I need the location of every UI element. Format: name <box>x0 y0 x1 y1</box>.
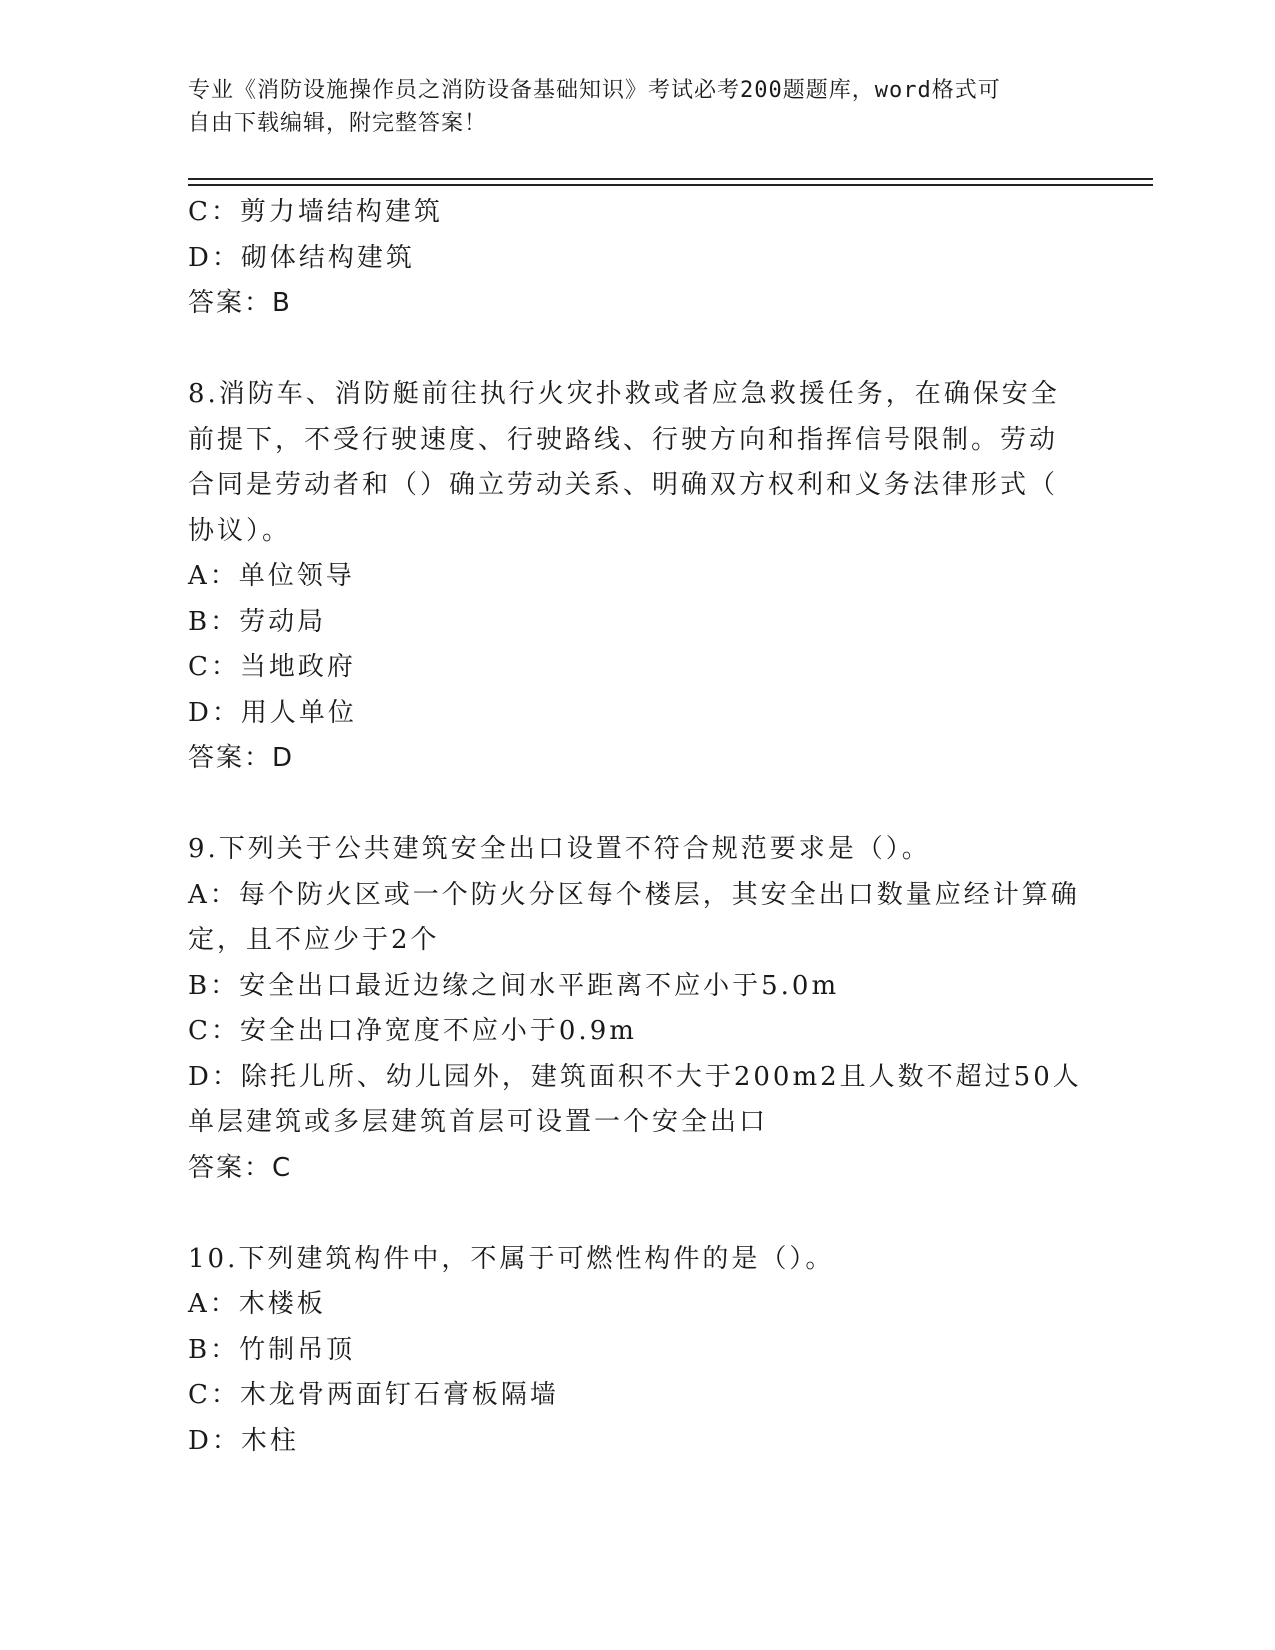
question-7-tail <box>188 190 1088 327</box>
spacer <box>188 782 1088 828</box>
q9-option-c: C：安全出口净宽度不应小于0.9m <box>188 1016 637 1046</box>
q9-option-a-line: A：每个防火区或一个防火分区每个楼层，其安全出口数量应经计算确 <box>188 879 1080 910</box>
q9-option-d-line: 单层建筑或多层建筑首层可设置一个安全出口 <box>188 1107 769 1137</box>
q8-option-c: C：当地政府 <box>188 652 356 682</box>
q8-answer: 答案：D <box>188 743 295 773</box>
q8-stem-line: 合同是劳动者和（）确立劳动关系、明确双方权利和义务法律形式（ <box>188 470 1059 500</box>
q10-stem: 10.下列建筑构件中，不属于可燃性构件的是（）。 <box>188 1243 835 1274</box>
document-header <box>188 74 1068 140</box>
q9-option-a-line: 定，且不应少于2个 <box>188 925 440 955</box>
q9-option-d-line: D：除托儿所、幼儿园外，建筑面积不大于200m2且人数不超过50人 <box>188 1061 1082 1092</box>
q9-answer: 答案：C <box>188 1152 293 1183</box>
question-10 <box>188 1237 1088 1465</box>
q10-option-d: D：木柱 <box>188 1425 299 1456</box>
header-rule-top <box>188 178 1153 180</box>
q7-answer: 答案：B <box>188 288 292 318</box>
header-rule-bottom <box>188 184 1153 186</box>
header-line-2: 自由下载编辑，附完整答案！ <box>188 111 488 136</box>
q8-option-b: B：劳动局 <box>188 606 327 637</box>
q9-option-b: B：安全出口最近边缘之间水平距离不应小于5.0m <box>188 970 840 1001</box>
q7-option-c: C：剪力墙结构建筑 <box>188 197 443 227</box>
q8-stem-line: 8.消防车、消防艇前往执行火灾扑救或者应急救援任务，在确保安全 <box>188 379 1060 409</box>
q8-option-d: D：用人单位 <box>188 697 357 728</box>
question-8 <box>188 372 1088 782</box>
spacer <box>188 327 1088 373</box>
question-9 <box>188 827 1088 1191</box>
q10-option-a: A：木楼板 <box>188 1289 326 1319</box>
question-list <box>188 190 1088 1464</box>
q8-stem-line: 协议）。 <box>188 515 292 546</box>
q8-stem-line: 前提下，不受行驶速度、行驶路线、行驶方向和指挥信号限制。劳动 <box>188 424 1059 455</box>
q10-option-c: C：木龙骨两面钉石膏板隔墙 <box>188 1380 559 1410</box>
q10-option-b: B：竹制吊顶 <box>188 1334 356 1365</box>
spacer <box>188 1191 1088 1237</box>
q8-option-a: A：单位领导 <box>188 561 355 591</box>
q9-stem: 9.下列关于公共建筑安全出口设置不符合规范要求是（）。 <box>188 834 931 864</box>
q7-option-d: D：砌体结构建筑 <box>188 242 415 273</box>
header-line-1: 专业《消防设施操作员之消防设备基础知识》考试必考200题题库，word格式可 <box>188 78 1001 103</box>
